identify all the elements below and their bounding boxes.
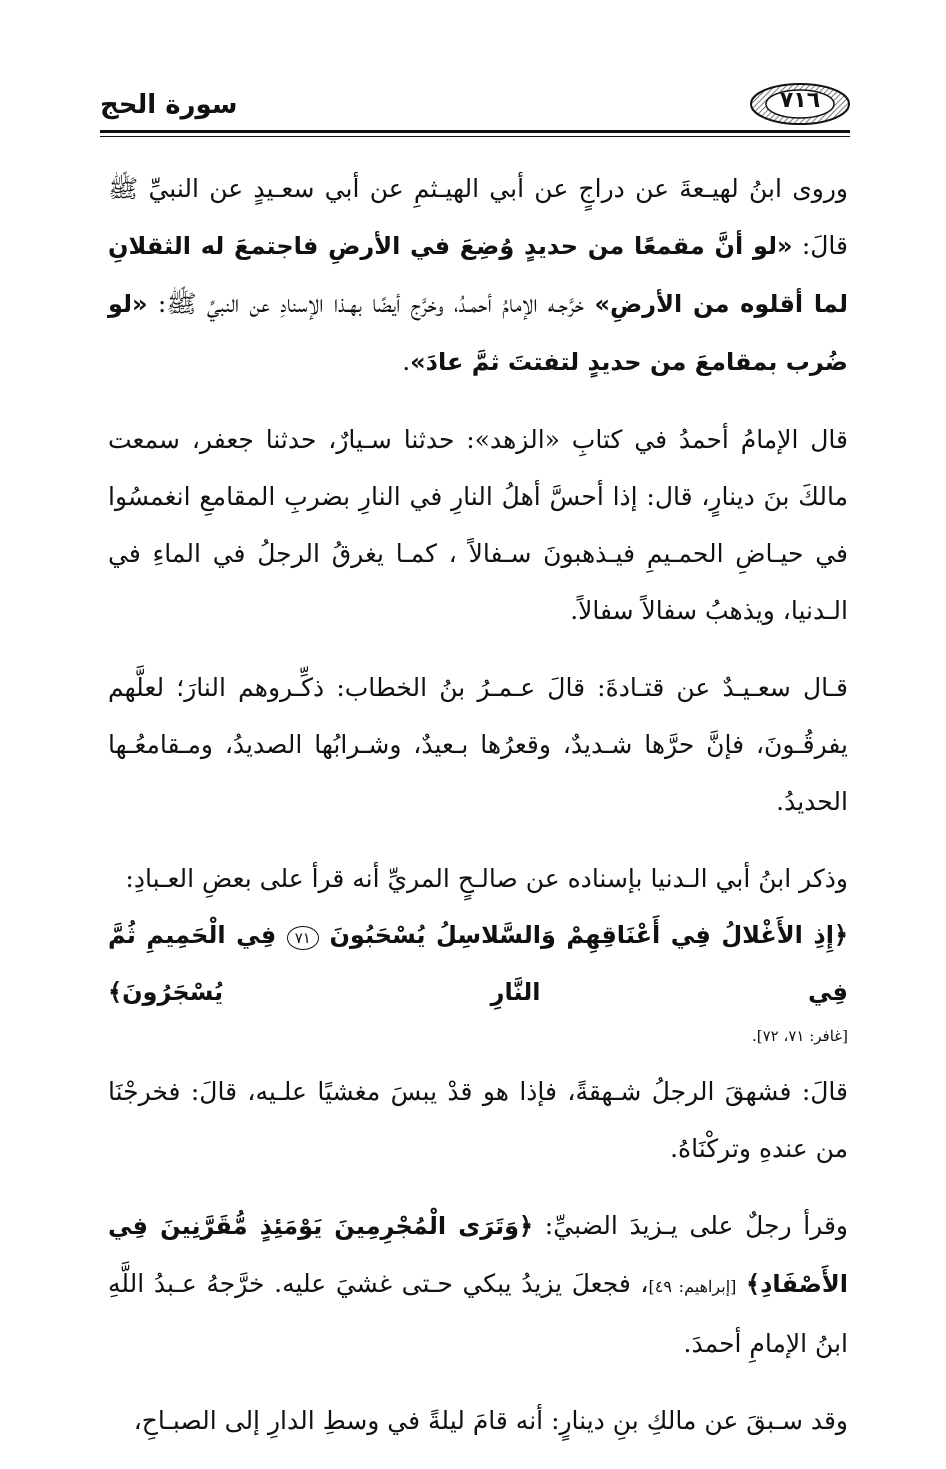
paragraph-2: قال الإمامُ أحمدُ في كتابِ «الزهد»: حدثنا سـيارٌ، حدثنا جعفر، سمعت مالكَ بنَ دينارٍ، قال: إذا أحسَّ أهلُ النارِ في النارِ بضربِ المقامعِ انغمسُوا في حيـاضِ الحمـيمِ فيـذهبونَ سـفالاً ، كمـا يغرقُ الرجلُ في الماءِ في الـدنيا، ويذهبُ سفالاً سفالاً. — [108, 425, 848, 625]
paragraph-4 — [108, 850, 848, 1051]
hadith-quote-1: «لو أنَّ مقمعًا من حديدٍ وُضِعَ في الأرضِ فاجتمعَ له الثقلانِ لما أقلوه من الأرضِ» — [108, 232, 849, 318]
paragraph-3: قـال سعـيـدٌ عن قتـادةَ: قالَ عـمـرُ بنُ الخطاب: ذكِّـروهم النارَ؛ لعلَّهم يفرقُـونَ، فإنَّ حرَّها شـديدٌ، وقعرُها بـعيدٌ، وشـرابُها الصديدُ، ومـقامعُـها الحديدُ. — [108, 673, 848, 816]
header-rule-thin — [100, 136, 850, 137]
page-header — [100, 78, 850, 138]
hadith-quote-2: «لو ضُرب بمقامعَ من حديدٍ لتفتتَ ثمَّ عادَ» — [108, 290, 848, 376]
verse-reference-2: [إبراهيم: ٤٩] — [648, 1277, 737, 1296]
para1-label: قالَ: — [792, 231, 848, 260]
verse-1a: ﴿إِذِ الأَغْلالُ فِي أَعْنَاقِهِمْ وَالسَّلاسِلُ يُسْحَبُونَ — [329, 921, 849, 949]
page-body — [108, 160, 848, 1469]
paragraph-5: قالَ: فشهقَ الرجلُ شـهقةً، فإذا هو قدْ يبسَ مغشيًا علـيه، قالَ: فخرجْنَا من عندهِ وتركْنَاهُ. — [108, 1077, 848, 1163]
para6-intro: وقرأ رجلٌ على يـزيدَ الضبيِّ: — [533, 1211, 848, 1240]
page-number-badge — [750, 82, 850, 126]
quran-verse-2: ﴿وَتَرَى الْمُجْرِمِينَ يَوْمَئِذٍ مُّقَرَّنِينَ فِي الأَصْفَادِ﴾ — [108, 1212, 848, 1298]
para1-line3: خرَّجـه الإمامُ أحمـدُ، وخرَّج أيضًا بهـذا الإسنادِ عن النبيِّ ﷺ: — [147, 289, 585, 318]
ayah-number-marker: ٧١ — [287, 926, 319, 950]
paragraph-6 — [108, 1197, 848, 1372]
para1-line1: وروى ابنُ لهيـعةَ عن دراجٍ عن أبي الهيـثمِ عن أبي سعـيدٍ عن النبيِّ ﷺ — [108, 174, 848, 203]
quran-verse-1 — [108, 907, 848, 1021]
para4-intro: وذكر ابنُ أبي الـدنيا بإسناده عن صالـحٍ المريِّ أنه قرأ على بعضِ العـبادِ: — [125, 864, 848, 893]
verse-reference-1: [غافر: ٧١، ٧٢]. — [751, 1027, 848, 1045]
page-number: ٧١٦ — [779, 88, 821, 113]
header-rule-thick — [100, 130, 850, 133]
surah-title: سورة الحج — [100, 90, 238, 120]
para1-end: . — [402, 347, 411, 376]
para6-rest: ، فجعلَ يزيدُ يبكي حـتى غشيَ عليه. خرَّجهُ عـبدُ اللَّهِ ابنُ الإمامِ أحمدَ. — [108, 1269, 848, 1358]
verse-1b: فِي الْحَمِيمِ ثُمَّ فِي النَّارِ يُسْجَرُونَ﴾ — [108, 921, 848, 1006]
paragraph-1 — [108, 160, 848, 391]
paragraph-7: وقد سـبقَ عن مالكِ بنِ دينارٍ: أنه قامَ ليلةً في وسطِ الدارِ إلى الصبـاحِ، — [133, 1406, 848, 1435]
